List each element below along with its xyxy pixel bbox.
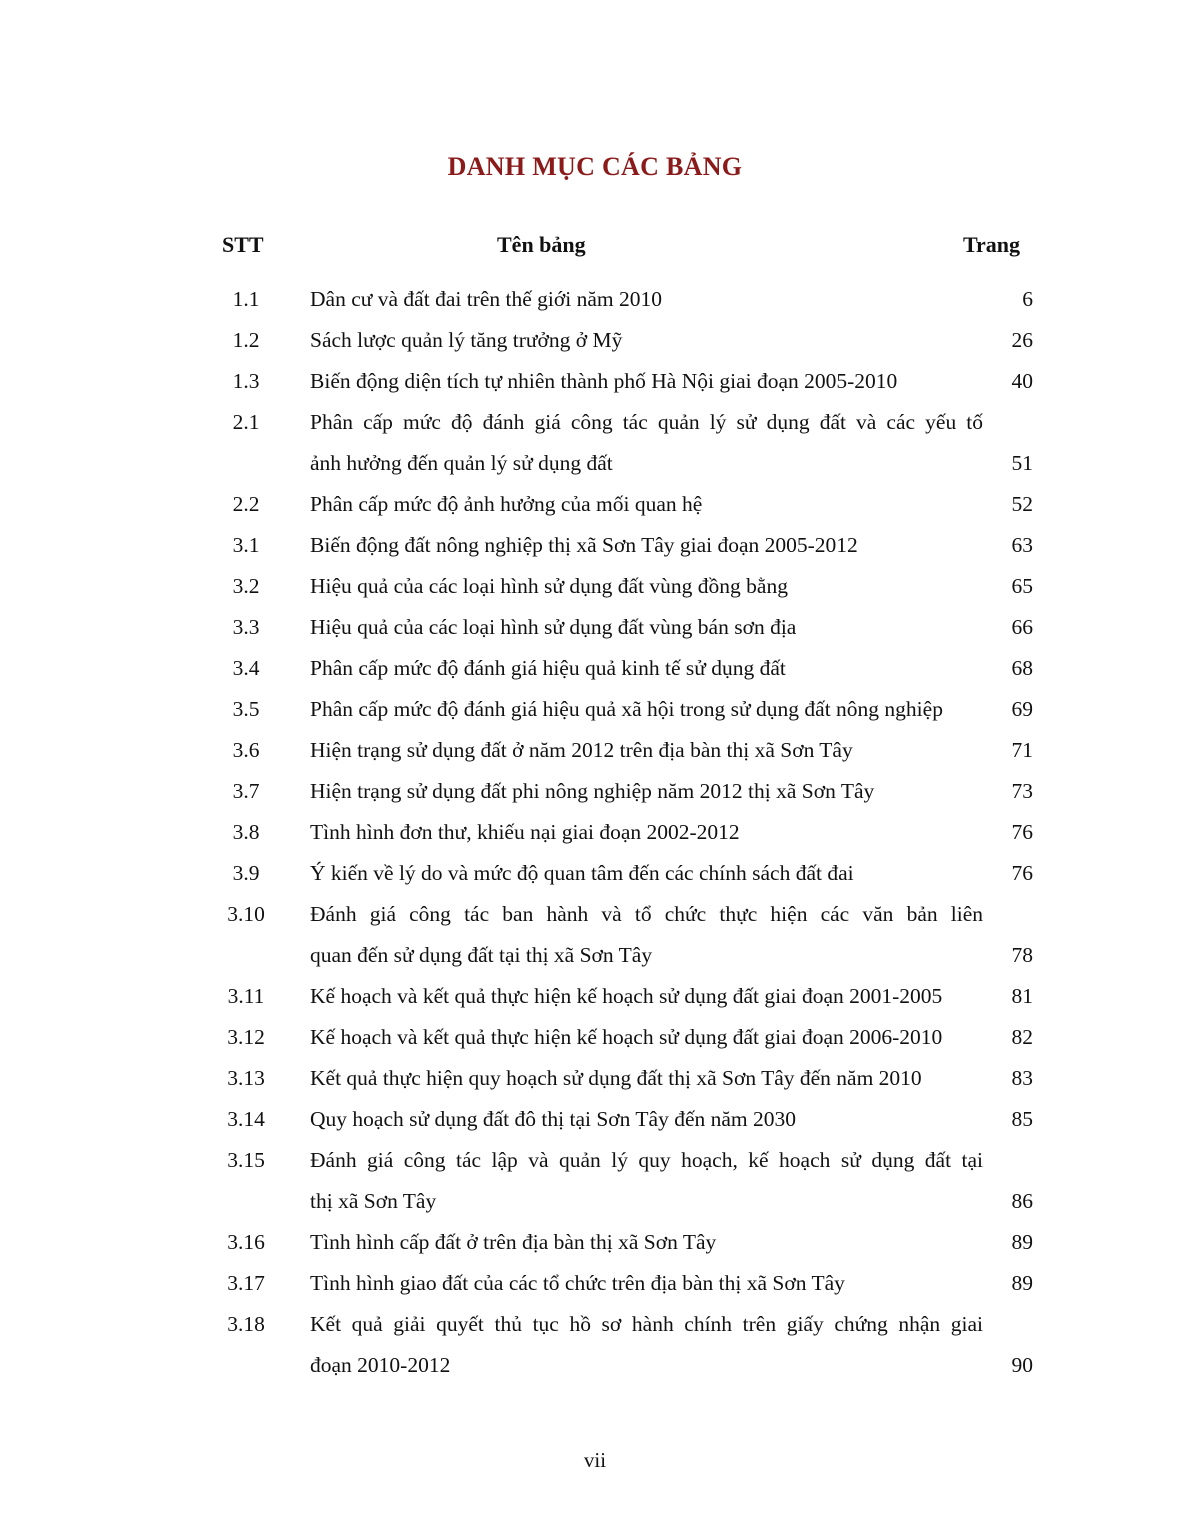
table-row: [0, 402, 1190, 443]
table-row: [0, 689, 1190, 730]
row-number: 3.17: [227, 1271, 265, 1295]
table-row: [0, 484, 1190, 525]
row-number: 3.16: [227, 1230, 265, 1254]
row-page: 6: [1022, 287, 1033, 311]
column-header-page: Trang: [963, 232, 1021, 257]
row-title: Dân cư và đất đai trên thế giới năm 2010: [310, 287, 662, 311]
table-row: [0, 1181, 1190, 1222]
table-list: [0, 279, 1190, 1386]
row-number: 3.8: [232, 820, 260, 844]
row-number: 3.3: [232, 615, 260, 639]
page-title: DANH MỤC CÁC BẢNG: [447, 152, 743, 181]
row-page: 78: [1011, 943, 1033, 967]
row-title: Ý kiến về lý do và mức độ quan tâm đến các chính sách đất đai: [310, 861, 854, 885]
table-row: [0, 771, 1190, 812]
row-page: 86: [1011, 1189, 1033, 1213]
row-page: 66: [1011, 615, 1033, 639]
row-page: 51: [1011, 451, 1033, 475]
table-row: [0, 443, 1190, 484]
table-row: [0, 607, 1190, 648]
row-page: 85: [1011, 1107, 1033, 1131]
row-number: 1.3: [232, 369, 260, 393]
row-page: 83: [1011, 1066, 1033, 1090]
row-page: 89: [1011, 1230, 1033, 1254]
row-title: Kế hoạch và kết quả thực hiện kế hoạch sử dụng đất giai đoạn 2001-2005: [310, 984, 943, 1008]
page-number: vii: [583, 1448, 607, 1472]
row-page: 82: [1011, 1025, 1033, 1049]
row-number: 2.1: [232, 410, 260, 434]
table-row: [0, 1099, 1190, 1140]
row-title: Hiệu quả của các loại hình sử dụng đất vùng bán sơn địa: [310, 615, 797, 639]
table-row: [0, 525, 1190, 566]
row-page: 76: [1011, 820, 1033, 844]
row-number: 3.14: [227, 1107, 265, 1131]
row-number: 3.1: [232, 533, 260, 557]
row-title: Phân cấp mức độ đánh giá hiệu quả xã hội trong sử dụng đất nông nghiệp: [310, 697, 943, 721]
row-title: quan đến sử dụng đất tại thị xã Sơn Tây: [310, 943, 653, 967]
row-number: 1.2: [232, 328, 260, 352]
table-row: [0, 935, 1190, 976]
row-page: 65: [1011, 574, 1033, 598]
row-title: Biến động đất nông nghiệp thị xã Sơn Tây giai đoạn 2005-2012: [310, 533, 858, 557]
row-number: 3.11: [227, 984, 265, 1008]
row-number: 3.18: [227, 1312, 265, 1336]
row-number: 3.12: [227, 1025, 265, 1049]
row-title: Đánh giá công tác lập và quản lý quy hoạch, kế hoạch sử dụng đất tại: [310, 1148, 983, 1172]
row-page: 89: [1011, 1271, 1033, 1295]
row-page: 76: [1011, 861, 1033, 885]
table-row: [0, 894, 1190, 935]
row-title: Tình hình đơn thư, khiếu nại giai đoạn 2002-2012: [310, 820, 740, 844]
row-title: Biến động diện tích tự nhiên thành phố Hà Nội giai đoạn 2005-2010: [310, 369, 898, 393]
row-number: 3.10: [227, 902, 265, 926]
row-number: 3.6: [232, 738, 260, 762]
row-title: Đánh giá công tác ban hành và tổ chức thực hiện các văn bản liên: [310, 902, 983, 926]
row-title: Phân cấp mức độ ảnh hưởng của mối quan hệ: [310, 492, 703, 516]
row-page: 71: [1011, 738, 1033, 762]
column-header-name: Tên bảng: [497, 232, 586, 257]
row-page: 73: [1011, 779, 1033, 803]
row-number: 3.13: [227, 1066, 265, 1090]
table-row: [0, 812, 1190, 853]
row-title: Kết quả giải quyết thủ tục hồ sơ hành chính trên giấy chứng nhận giai: [310, 1312, 983, 1336]
row-title: ảnh hưởng đến quản lý sử dụng đất: [310, 451, 613, 475]
table-row: [0, 1263, 1190, 1304]
row-number: 3.9: [232, 861, 260, 885]
row-page: 63: [1011, 533, 1033, 557]
row-page: 68: [1011, 656, 1033, 680]
row-number: 1.1: [232, 287, 260, 311]
row-number: 3.7: [232, 779, 260, 803]
row-page: 69: [1011, 697, 1033, 721]
column-header-stt: STT: [222, 232, 264, 257]
row-title: Kết quả thực hiện quy hoạch sử dụng đất thị xã Sơn Tây đến năm 2010: [310, 1066, 922, 1090]
row-title: thị xã Sơn Tây: [310, 1189, 437, 1213]
row-number: 3.2: [232, 574, 260, 598]
table-row: [0, 361, 1190, 402]
row-title: Kế hoạch và kết quả thực hiện kế hoạch sử dụng đất giai đoạn 2006-2010: [310, 1025, 943, 1049]
table-header: [0, 232, 1190, 264]
table-row: [0, 1304, 1190, 1345]
row-number: 3.5: [232, 697, 260, 721]
row-title: Phân cấp mức độ đánh giá hiệu quả kinh tế sử dụng đất: [310, 656, 786, 680]
row-page: 40: [1011, 369, 1033, 393]
row-title: Tình hình cấp đất ở trên địa bàn thị xã Sơn Tây: [310, 1230, 717, 1254]
row-title: Phân cấp mức độ đánh giá công tác quản lý sử dụng đất và các yếu tố: [310, 410, 983, 434]
row-page: 52: [1011, 492, 1033, 516]
row-page: 26: [1011, 328, 1033, 352]
row-number: 2.2: [232, 492, 260, 516]
table-row: [0, 320, 1190, 361]
table-row: [0, 1140, 1190, 1181]
row-title: Sách lược quản lý tăng trưởng ở Mỹ: [310, 328, 623, 352]
row-title: Hiệu quả của các loại hình sử dụng đất vùng đồng bằng: [310, 574, 788, 598]
table-row: [0, 566, 1190, 607]
row-page: 81: [1011, 984, 1033, 1008]
row-title: Tình hình giao đất của các tổ chức trên địa bàn thị xã Sơn Tây: [310, 1271, 845, 1295]
row-page: 90: [1011, 1353, 1033, 1377]
table-row: [0, 648, 1190, 689]
table-row: [0, 1058, 1190, 1099]
table-row: [0, 279, 1190, 320]
row-title: Quy hoạch sử dụng đất đô thị tại Sơn Tây đến năm 2030: [310, 1107, 797, 1131]
table-row: [0, 853, 1190, 894]
table-row: [0, 1345, 1190, 1386]
row-title: Hiện trạng sử dụng đất ở năm 2012 trên địa bàn thị xã Sơn Tây: [310, 738, 853, 762]
table-row: [0, 1017, 1190, 1058]
table-row: [0, 976, 1190, 1017]
row-title: đoạn 2010-2012: [310, 1353, 451, 1377]
table-row: [0, 730, 1190, 771]
row-title: Hiện trạng sử dụng đất phi nông nghiệp năm 2012 thị xã Sơn Tây: [310, 779, 875, 803]
row-number: 3.15: [227, 1148, 265, 1172]
table-row: [0, 1222, 1190, 1263]
row-number: 3.4: [232, 656, 260, 680]
